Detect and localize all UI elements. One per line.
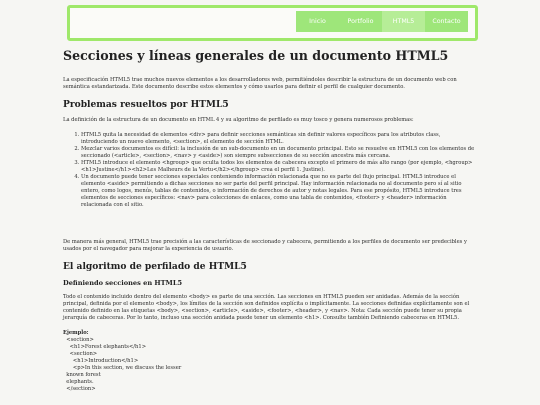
problems-closing: De manera más general, HTML5 trae precisión a las características de seccionado y cabecera, permitiendo a los perfiles de documento ser predecibles y usados por el navegador para mejorar la experiencia de usuario. — [63, 239, 467, 252]
nav-link-portfolio[interactable]: Portfolio — [347, 18, 374, 25]
section-heading-problems: Problemas resueltos por HTML5 — [63, 99, 229, 110]
list-item: 3. HTML5 introduce el elemento <hgroup> que oculta todos los elementos de cabecera excepto el primero de más alto rango (por ejemplo, <hgroup><h1>Justine</h1><h2>Les Malheurs de la Vertu</h2></hgroup> crea el perfil 1. Justine). — [81, 160, 476, 174]
page-title: Secciones y líneas generales de un documento HTML5 — [63, 48, 449, 63]
nav-link-contacto[interactable]: Contacto — [432, 18, 461, 25]
example-title: Ejemplo: — [63, 330, 89, 336]
section-heading-algorithm: El algoritmo de perfilado de HTML5 — [63, 261, 247, 272]
list-item: 1. HTML5 quita la necesidad de elementos <div> para definir secciones semánticas sin definir valores específicos para los atributos class, introduciendo un nuevo elemento, <section>, el elemento de sección HTML. — [81, 132, 476, 146]
nav-link-inicio[interactable]: Inicio — [309, 18, 326, 25]
problems-lead: La definición de la estructura de un documento en HTML 4 y su algoritmo de perfilado es muy tosco y genera numerosos problemas: — [63, 117, 414, 123]
example-code: <section> <h1>Forest elephants</h1> <section> <h1>Introduction</h1> <p>In this section, we discuss the lesser known forest elephants. </section> — [66, 337, 182, 392]
intro-paragraph: La especificación HTML5 trae muchos nuevos elementos a los desarrolladores web, permitiéndoles describir la estructura de un documento web con semántica estandarizada. Este documento describe estos elementos y cómo usarlos para definir el perfil de cualquier documento. — [63, 77, 457, 90]
list-item: 4. Un documento puede tener secciones especiales conteniendo información relacionada que no es parte del flujo principal. HTML5 introduce el elemento <aside> permitiendo a dichas secciones no ser parte del perfil principal. Hay información relacionada no al documento pero sí al sitio entero, como logos, menús, tablas de contenidos, o información de derechos de autor y notas legales. Para ese propósito, HTML5 introduce tres elementos de secciones específicos: <nav> para colecciones de enlaces, como una tabla de contenidos, <footer> y <header> información relacionada con el sitio. — [81, 174, 476, 209]
nav-link-html5[interactable]: HTML5 — [382, 11, 425, 32]
subheading-defining-sections: Definiendo secciones en HTML5 — [63, 279, 183, 287]
list-item: 2. Mezclar varios documentos es difícil: la inclusión de un sub-documento en un documento principal. Esto se resuelve en HTML5 con los elementos de seccionado (<article>, <section>, <nav> y <aside>) son siempre subsecciones de su sección ancestra más cercana. — [81, 146, 476, 160]
article-content — [63, 48, 476, 393]
defining-sections-body: Todo el contenido incluido dentro del elemento <body> es parte de una sección. Las secciones en HTML5 pueden ser anidadas. Además de la sección principal, definida por el elemento <body>, los límites de la sección son definidos explícita o implícitamente. La secciones definidas explícitamente son el contenido definido en las etiquetas <body>, <section>, <article>, <aside>, <footer>, <header>, y <nav>. Nota: Cada sección puede tener su propia jerarquía de cabeceras. Por lo tanto, incluso una sección anidada puede tener un elemento <h1>. Consulte también Definiendo cabeceras en HTML5. — [63, 294, 470, 321]
main-nav — [296, 11, 468, 32]
problems-list — [63, 132, 476, 209]
